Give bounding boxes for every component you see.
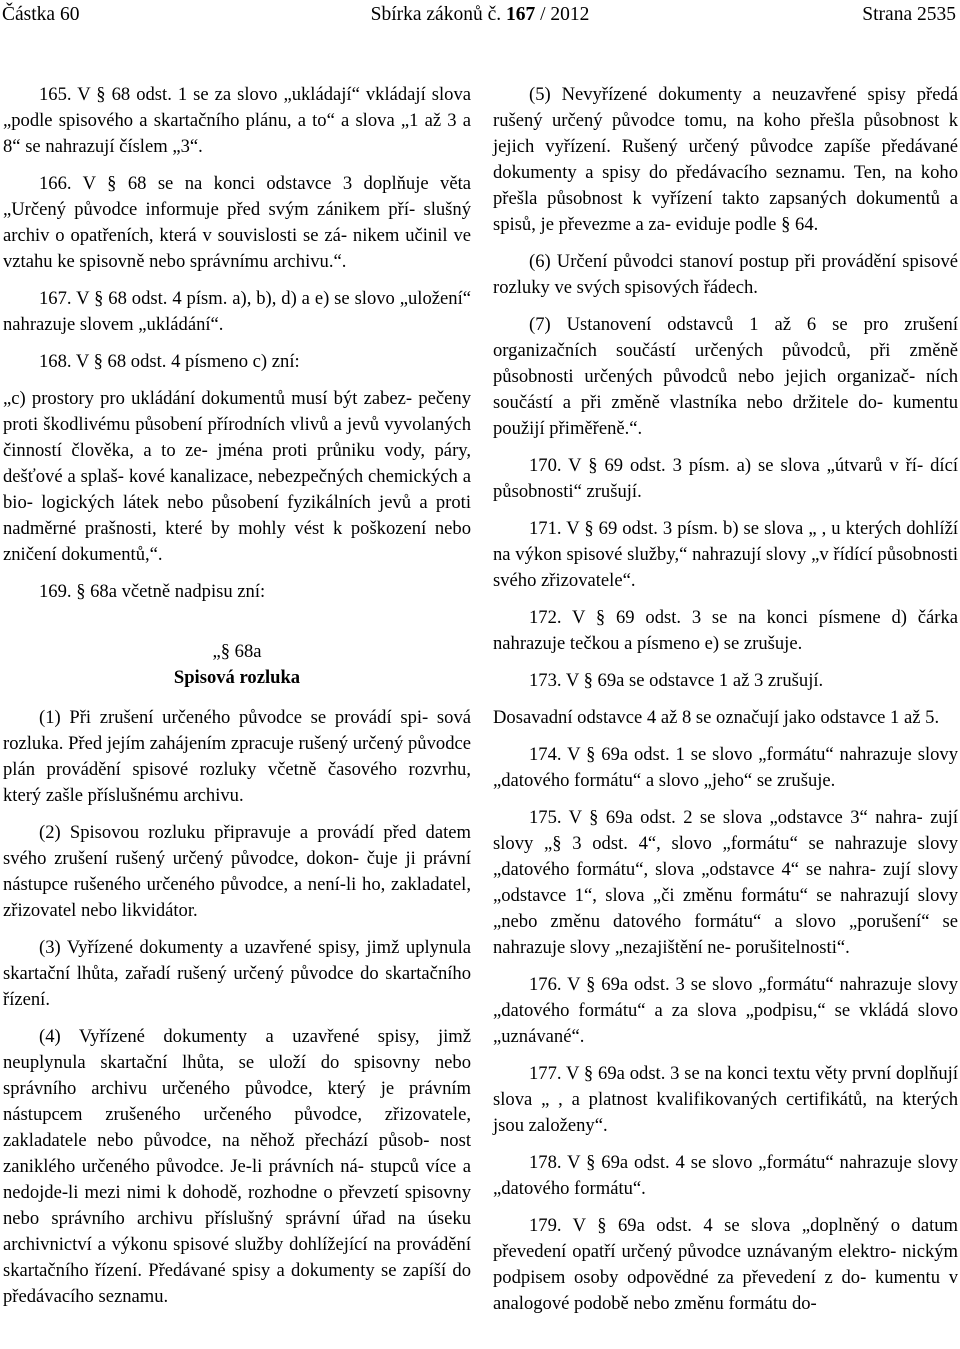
section-paragraph-3: (3) Vyřízené dokumenty a uzavřené spisy, jimž uplynula skartační lhůta, zařadí rušený určený původce do skartačního řízení. [3, 937, 471, 1010]
paragraph-166: 166. V § 68 se na konci odstavce 3 doplňuje věta „Určený původce informuje před svým zánikem pří- slušný archiv o opatřeních, která v souvislosti se zá- nikem učinil ve vztahu ke spisovně nebo správnímu archivu.“. [3, 173, 471, 272]
collection-title [0, 4, 960, 26]
page-header [0, 0, 960, 40]
paragraph-171: 171. V § 69 odst. 3 písm. b) se slova „ , u kterých dohlíží na výkon spisové služby,“ nahrazují slovy „v řídící působnosti svého zřizovatele“. [493, 518, 958, 591]
paragraph-176: 176. V § 69a odst. 3 se slovo „formátu“ nahrazuje slovy „datového formátu“ a za slova „podpisu,“ se vkládá slovo „uznávané“. [493, 974, 958, 1047]
paragraph-172: 172. V § 69 odst. 3 se na konci písmene d) čárka nahrazuje tečkou a písmeno e) se zrušuje. [493, 607, 958, 654]
paragraph-renumbering: Dosavadní odstavce 4 až 8 se označují jako odstavce 1 až 5. [493, 707, 940, 728]
page-number: Strana 2535 [862, 4, 956, 25]
collection-year: / 2012 [535, 4, 590, 25]
collection-prefix: Sbírka zákonů č. [370, 4, 506, 25]
paragraph-179: 179. V § 69a odst. 4 se slova „doplněný o datum převedení opatří určený původce uznávaným elektro- nickým podpisem osoby odpovědné za převedení z do- kumentu v analogové podobě nebo změnu formátu do- [493, 1215, 958, 1314]
paragraph-177: 177. V § 69a odst. 3 se na konci textu věty první doplňují slova „ , a platnost kvalifikovaných certifikátů, na kterých jsou založeny“. [493, 1063, 958, 1136]
law-number: 167 [505, 4, 536, 25]
paragraph-169: 169. § 68a včetně nadpisu zní: [39, 581, 266, 602]
left-column [3, 82, 471, 1321]
paragraph-167: 167. V § 68 odst. 4 písm. a), b), d) a e) se slovo „uložení“ nahrazuje slovem „ukládání“. [3, 288, 471, 335]
section-paragraph-5: (5) Nevyřízené dokumenty a neuzavřené spisy předá rušený určený původce tomu, na koho přešla působnost k jejich vyřízení. Rušený určený původce zapíše předávané dokumenty a spisy do předávacího seznamu. Ten, na koho přešla působnost k vyřízení takto zapsaných dokumentů a spisů, je převezme a za- eviduje podle § 64. [493, 84, 958, 235]
paragraph-165: 165. V § 68 odst. 1 se za slovo „ukládají“ vkládají slova „podle spisového a skartačního plánu, a to“ a slova „1 až 3 a 8“ se nahrazují číslem „3“. [3, 84, 471, 157]
paragraph-168: 168. V § 68 odst. 4 písmeno c) zní: [39, 351, 300, 372]
section-paragraph-4: (4) Vyřízené dokumenty a uzavřené spisy, jimž neuplynula skartační lhůta, se uloží do spisovny nebo správního archivu určeného původce, který je právním nástupcem zrušeného určeného původce, zřizovatele, zakladatele nebo původce, na něhož přechází působ- nost zaniklého určeného původce. Je-li právních ná- stupců více a nedojde-li mezi nimi k dohodě, rozhodne o převzetí spisovny nebo správního archivu příslušný správní úřad na úseku archivnictví a výkonu spisové služby dohlížející na provádění skartačního řízení. Předávané spisy a dokumenty se zapíší do předávacího seznamu. [3, 1026, 471, 1307]
paragraph-170: 170. V § 69 odst. 3 písm. a) se slova „útvarů v ří- dící působnosti“ zrušují. [493, 455, 958, 502]
section-mark: „§ 68a [212, 641, 262, 662]
paragraph-173: 173. V § 69a se odstavce 1 až 3 zrušují. [529, 670, 824, 691]
section-title: Spisová rozluka [173, 667, 301, 688]
paragraph-175: 175. V § 69a odst. 2 se slova „odstavce 3“ nahra- zují slovy „§ 3 odst. 4“, slovo „formátu“ se nahrazuje slovy „datového formátu“, slova „odstavce 4“ se nahra- zují slovy „odstavce 1“, slova „či změnu formátu“ se nahrazují slovy „nebo změnu datového formátu“ a slovo „porušení“ se nahrazuje slovy „nezajištění ne- porušitelnosti“. [493, 807, 958, 958]
right-column [493, 82, 958, 1328]
section-paragraph-2: (2) Spisovou rozluku připravuje a provádí před datem svého zrušení rušený určený původce, dokon- čuje ji právní nástupce rušeného určeného původce, a není-li ho, zakladatel, zřizovatel nebo likvidátor. [3, 822, 471, 921]
section-paragraph-6: (6) Určení původci stanoví postup při provádění spisové rozluky ve svých spisových řádech. [493, 251, 958, 298]
issue-number: Částka 60 [2, 4, 80, 25]
paragraph-174: 174. V § 69a odst. 1 se slovo „formátu“ nahrazuje slovy „datového formátu“ a slovo „jeho“ se zrušuje. [493, 744, 958, 791]
section-paragraph-7: (7) Ustanovení odstavců 1 až 6 se pro zrušení organizačních součástí určených původců, při změně působnosti určených původců nebo jejich organizač- ních součástí a při změně vlastníka nebo držitele do- kumentu použijí přiměřeně.“. [493, 314, 958, 439]
section-paragraph-1: (1) Při zrušení určeného původce se provádí spi- sová rozluka. Před jejím zahájením zpracuje rušený určený původce plán provádění spisové rozluky včetně časového rozvrhu, který zašle příslušnému archivu. [3, 707, 471, 806]
paragraph-168-c: „c) prostory pro ukládání dokumentů musí být zabez- pečeny proti škodlivému působení přírodních vlivů a jevů vyvolaných činností člověka, a to ze- jména proti průniku vody, páry, dešťové a splaš- kové kanalizace, nebezpečných chemických a bio- logických látek nebo působení fyzikálních jevů a proti nadměrné prašnosti, které by mohly vést k poškození nebo zničení dokumentů,“. [3, 388, 471, 565]
paragraph-178: 178. V § 69a odst. 4 se slovo „formátu“ nahrazuje slovy „datového formátu“. [493, 1152, 958, 1199]
